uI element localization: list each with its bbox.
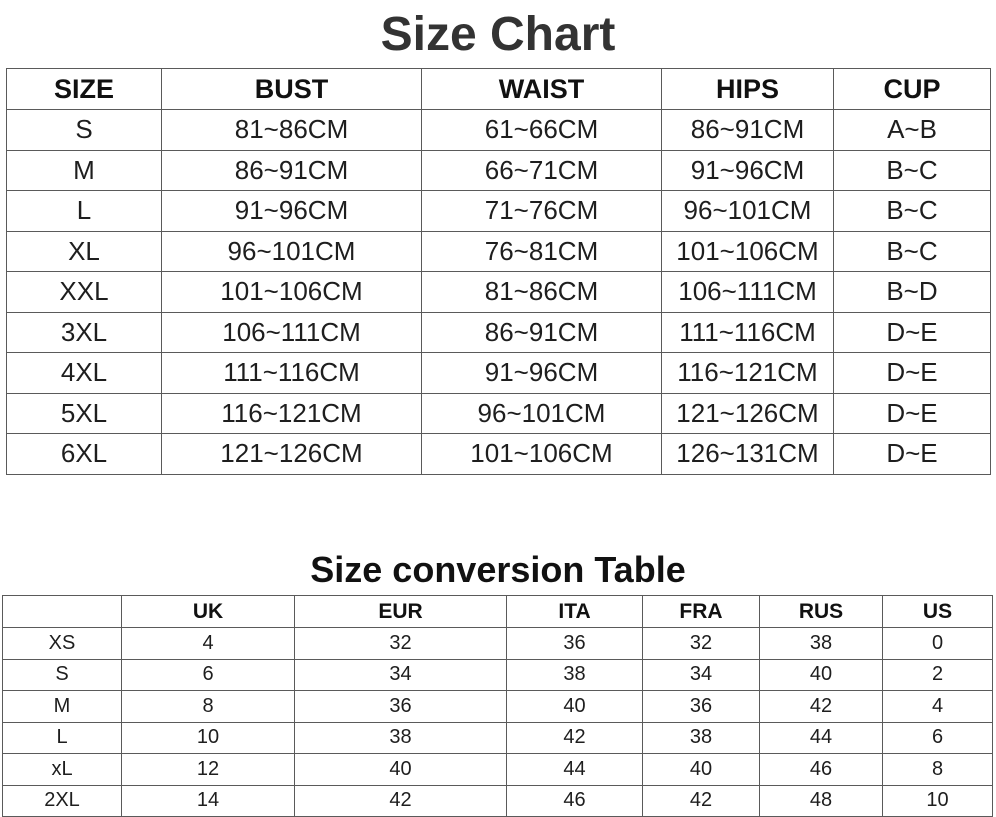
header-rus: RUS	[760, 596, 883, 628]
header-size: SIZE	[7, 69, 162, 110]
size-cell: xL	[3, 754, 122, 786]
us-cell: 8	[883, 754, 993, 786]
table-row	[3, 785, 993, 817]
size-cell: XXL	[7, 272, 162, 313]
header-uk: UK	[122, 596, 295, 628]
size-chart-table	[6, 68, 991, 475]
size-cell: 2XL	[3, 785, 122, 817]
waist-cell: 66~71CM	[422, 150, 662, 191]
cup-cell: D~E	[834, 312, 991, 353]
rus-cell: 44	[760, 722, 883, 754]
ita-cell: 38	[507, 659, 643, 691]
table-row	[3, 691, 993, 723]
eur-cell: 42	[295, 785, 507, 817]
table-row	[7, 231, 991, 272]
size-chart-header-row	[7, 69, 991, 110]
fra-cell: 36	[643, 691, 760, 723]
rus-cell: 40	[760, 659, 883, 691]
size-cell: 3XL	[7, 312, 162, 353]
us-cell: 10	[883, 785, 993, 817]
waist-cell: 91~96CM	[422, 353, 662, 394]
table-row	[7, 110, 991, 151]
waist-cell: 81~86CM	[422, 272, 662, 313]
cup-cell: B~C	[834, 231, 991, 272]
hips-cell: 121~126CM	[662, 393, 834, 434]
size-cell: S	[3, 659, 122, 691]
size-cell: M	[3, 691, 122, 723]
table-row	[7, 393, 991, 434]
us-cell: 6	[883, 722, 993, 754]
header-ita: ITA	[507, 596, 643, 628]
rus-cell: 42	[760, 691, 883, 723]
waist-cell: 86~91CM	[422, 312, 662, 353]
table-row	[3, 754, 993, 786]
ita-cell: 42	[507, 722, 643, 754]
table-row	[7, 312, 991, 353]
waist-cell: 71~76CM	[422, 191, 662, 232]
hips-cell: 96~101CM	[662, 191, 834, 232]
table-row	[3, 722, 993, 754]
bust-cell: 96~101CM	[162, 231, 422, 272]
us-cell: 0	[883, 628, 993, 660]
size-conversion-table	[2, 595, 993, 817]
rus-cell: 38	[760, 628, 883, 660]
uk-cell: 12	[122, 754, 295, 786]
size-chart-title: Size Chart	[380, 8, 616, 61]
table-row	[3, 628, 993, 660]
header-fra: FRA	[643, 596, 760, 628]
cup-cell: D~E	[834, 434, 991, 475]
cup-cell: B~D	[834, 272, 991, 313]
size-cell: 5XL	[7, 393, 162, 434]
table-row	[7, 150, 991, 191]
eur-cell: 38	[295, 722, 507, 754]
hips-cell: 116~121CM	[662, 353, 834, 394]
size-cell: L	[3, 722, 122, 754]
conversion-header-row	[3, 596, 993, 628]
conversion-table-title: Size conversion Table	[310, 549, 686, 590]
header-blank	[3, 596, 122, 628]
hips-cell: 111~116CM	[662, 312, 834, 353]
header-cup: CUP	[834, 69, 991, 110]
cup-cell: B~C	[834, 150, 991, 191]
size-cell: L	[7, 191, 162, 232]
cup-cell: B~C	[834, 191, 991, 232]
us-cell: 2	[883, 659, 993, 691]
table-row	[7, 434, 991, 475]
ita-cell: 40	[507, 691, 643, 723]
bust-cell: 121~126CM	[162, 434, 422, 475]
ita-cell: 36	[507, 628, 643, 660]
eur-cell: 32	[295, 628, 507, 660]
cup-cell: D~E	[834, 353, 991, 394]
cup-cell: A~B	[834, 110, 991, 151]
eur-cell: 40	[295, 754, 507, 786]
ita-cell: 46	[507, 785, 643, 817]
size-cell: 4XL	[7, 353, 162, 394]
eur-cell: 34	[295, 659, 507, 691]
uk-cell: 6	[122, 659, 295, 691]
table-row	[7, 353, 991, 394]
hips-cell: 91~96CM	[662, 150, 834, 191]
fra-cell: 38	[643, 722, 760, 754]
uk-cell: 10	[122, 722, 295, 754]
bust-cell: 91~96CM	[162, 191, 422, 232]
uk-cell: 8	[122, 691, 295, 723]
hips-cell: 101~106CM	[662, 231, 834, 272]
bust-cell: 116~121CM	[162, 393, 422, 434]
header-waist: WAIST	[422, 69, 662, 110]
rus-cell: 48	[760, 785, 883, 817]
size-cell: XL	[7, 231, 162, 272]
header-eur: EUR	[295, 596, 507, 628]
waist-cell: 61~66CM	[422, 110, 662, 151]
table-row	[3, 659, 993, 691]
uk-cell: 4	[122, 628, 295, 660]
size-cell: M	[7, 150, 162, 191]
hips-cell: 126~131CM	[662, 434, 834, 475]
table-row	[7, 191, 991, 232]
waist-cell: 76~81CM	[422, 231, 662, 272]
fra-cell: 34	[643, 659, 760, 691]
bust-cell: 86~91CM	[162, 150, 422, 191]
ita-cell: 44	[507, 754, 643, 786]
waist-cell: 96~101CM	[422, 393, 662, 434]
eur-cell: 36	[295, 691, 507, 723]
hips-cell: 86~91CM	[662, 110, 834, 151]
fra-cell: 40	[643, 754, 760, 786]
size-cell: S	[7, 110, 162, 151]
rus-cell: 46	[760, 754, 883, 786]
cup-cell: D~E	[834, 393, 991, 434]
fra-cell: 32	[643, 628, 760, 660]
bust-cell: 111~116CM	[162, 353, 422, 394]
size-cell: 6XL	[7, 434, 162, 475]
header-us: US	[883, 596, 993, 628]
bust-cell: 101~106CM	[162, 272, 422, 313]
bust-cell: 81~86CM	[162, 110, 422, 151]
hips-cell: 106~111CM	[662, 272, 834, 313]
table-row	[7, 272, 991, 313]
header-hips: HIPS	[662, 69, 834, 110]
fra-cell: 42	[643, 785, 760, 817]
size-cell: XS	[3, 628, 122, 660]
bust-cell: 106~111CM	[162, 312, 422, 353]
us-cell: 4	[883, 691, 993, 723]
header-bust: BUST	[162, 69, 422, 110]
waist-cell: 101~106CM	[422, 434, 662, 475]
uk-cell: 14	[122, 785, 295, 817]
